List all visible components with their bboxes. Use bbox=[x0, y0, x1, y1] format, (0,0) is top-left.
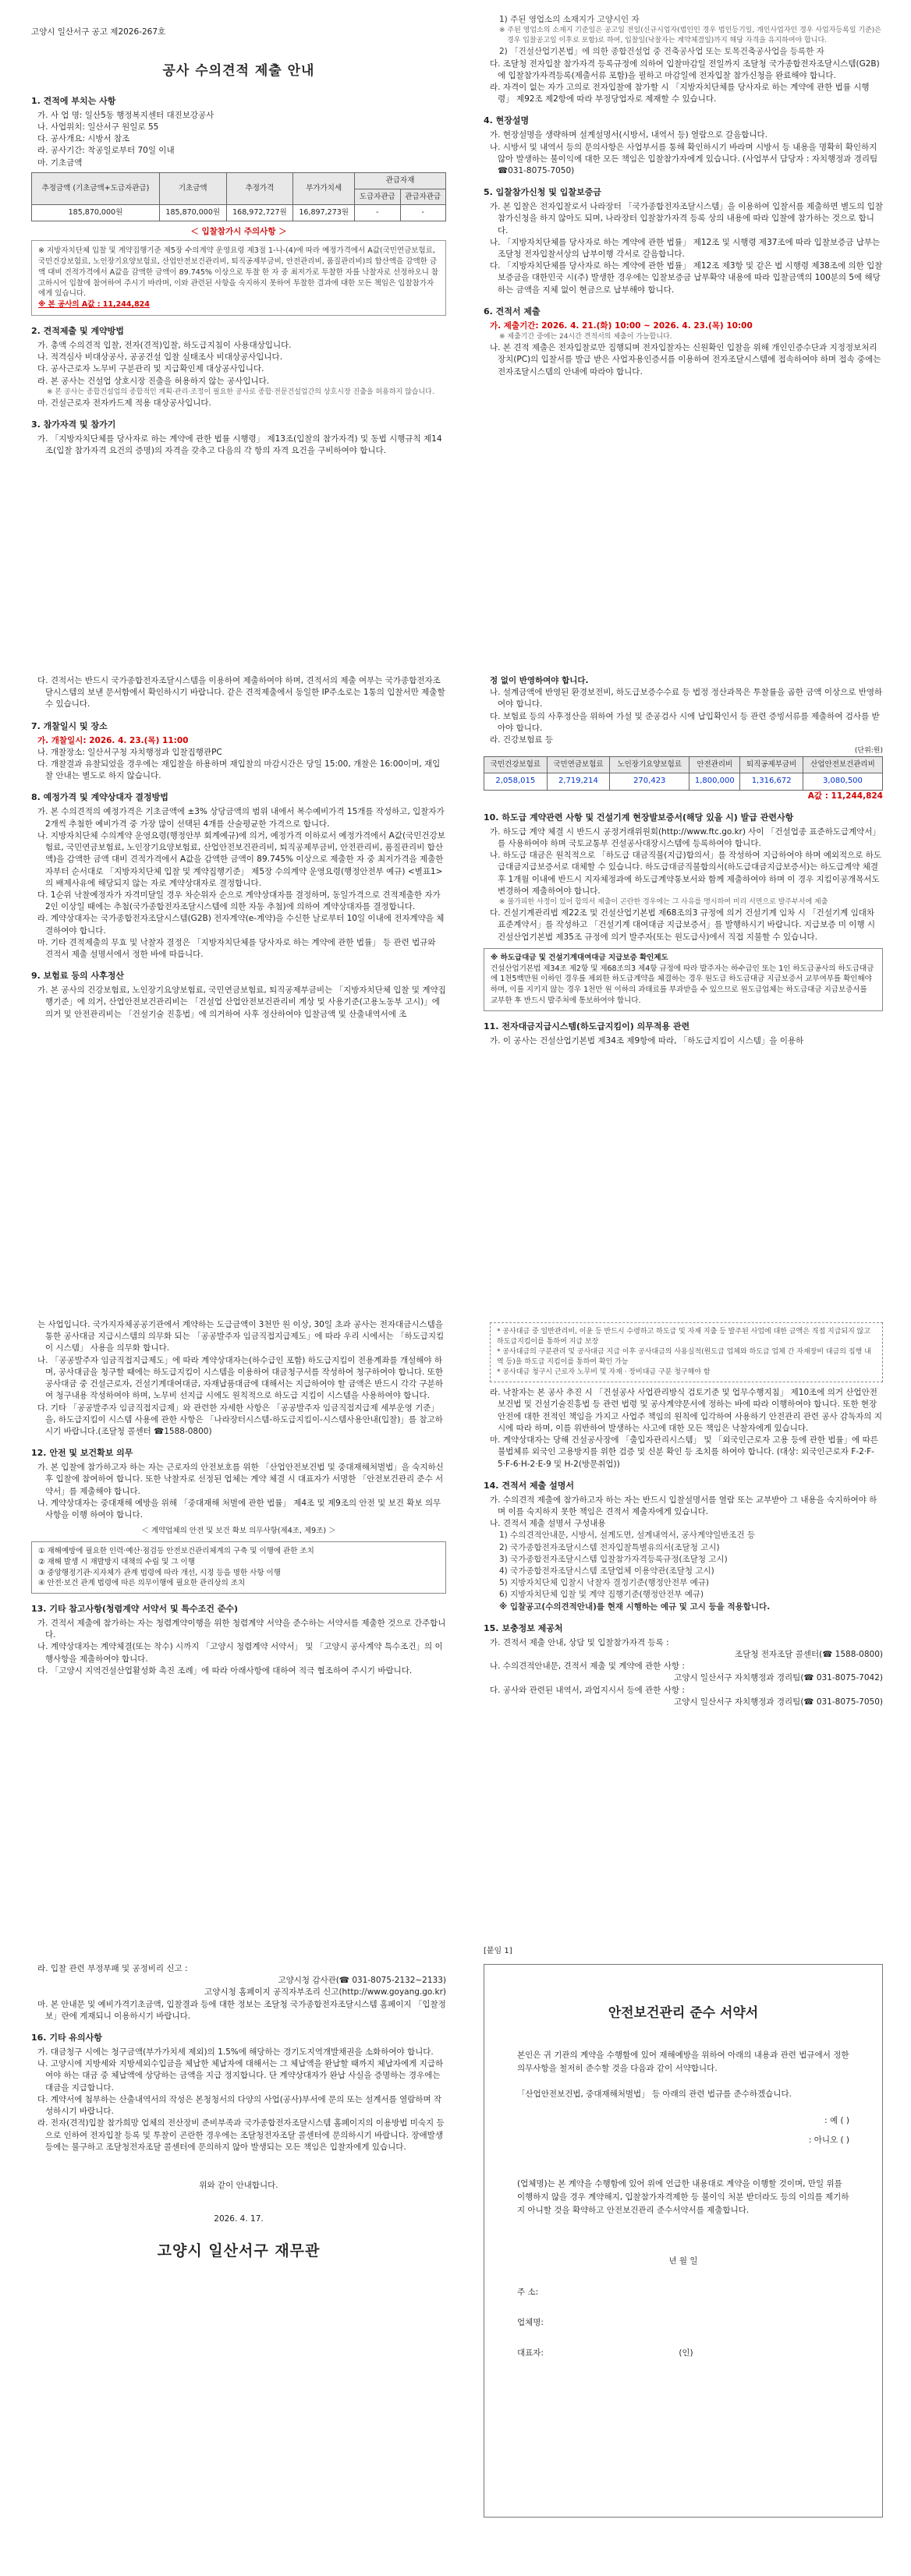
pledge-yes[interactable]: : 예 ( ) bbox=[824, 2115, 849, 2125]
s8-line: 다. 1순위 낙찰예정자가 자격미달일 경우 차순위자 순으로 계약상대자를 결정하며, 동일가격으로 견적제출한 자가 2인 이상일 때에는 추첨(국가종합전자조달시스템에 의한 자동 추첨)에 의하여 계약상대자를 결정합니다. bbox=[37, 890, 441, 912]
r15-contact: 고양시 일산서구 자치행정과 경리팀(☎ 031-8075-7042) bbox=[674, 1673, 883, 1683]
signoff: 고양시 일산서구 재무관 bbox=[157, 2242, 321, 2260]
pledge-title: 안전보건관리 준수 서약서 bbox=[608, 2005, 759, 2021]
guarantee-box bbox=[484, 948, 883, 1011]
r11-line: 가. 이 공사는 건설산업기본법 제34조 제9항에 따라, 「하도급지킴이 시스템」을 이용하 bbox=[490, 1035, 804, 1046]
page-3-right-column bbox=[484, 1319, 883, 1920]
guarantee-box-body: 건설산업기본법 제34조 제2항 및 제68조의3 제4항 규정에 따라 발주자는 하수급인 또는 1인 하도급공사의 하도급대금에 1천5백만원 이하인 경우를 제외한 하도급계약을 체결하는 경우 원도급 하도급대금 지급보증서 교부여부를 확인해야 하며, 이를 지키지 않는 경우 1천만 원 이하의 과태료를 부과받을 수 있으므로 원도급업체는 하도급대금 지급보증서를 교부한 후 반드시 발주처에 통보하여야 합니다. bbox=[491, 964, 874, 1005]
s8-line: 마. 기타 견적제출의 무효 및 낙찰자 결정은 「지방자치단체를 당사자로 하는 계약에 관한 법률」 등 관련 법규와 견적서 제출 설명서에서 정한 바에 따릅니다. bbox=[37, 937, 436, 960]
p4-line: 마. 본 안내문 및 예비가격기초금액, 입찰결과 등에 대한 정보는 조달청 국가종합전자조달시스템 홈페이지 「입찰정보」란에 게재되니 이용하시기 바랍니다. bbox=[37, 1999, 446, 2021]
pledge-body: 본인은 귀 기관의 계약을 수행함에 있어 재해예방을 위하여 아래의 내용과 관련 법규에서 정한 의무사항을 철저히 준수할 것을 다음과 같이 서약합니다. bbox=[517, 2051, 849, 2073]
r15-line: 다. 공사와 관련된 내역서, 과업지시서 등에 관한 사항 : bbox=[490, 1685, 685, 1695]
caution-box bbox=[31, 240, 446, 316]
s9-cont-line: 나. 「공공발주자 임금직접지급제도」에 따라 계약상대자는(하수급인 포함) 하도급지킴이 전용계좌를 개설해야 하며, 공사대금을 청구할 때에는 하도급지킴이 시스템을 이용하여 대금청구서를 작성하여 청구하여야 합니다. 또한 공사대금 중 건설근로자, 건설기계대여대금, 자재납품대금에 대해서는 지급하여야 할 금액은 반드시 각각 구분하여 청구내용 작성하여야 하며, 노무비 선지급 시에도 원칙적으로 하도급 지킴이 시스템을 사용하여야 합니다. bbox=[37, 1355, 443, 1401]
p4-contact: 고양시청 홈페이지 공직자부조리 신고(http://www.goyang.go.kr) bbox=[204, 1987, 446, 1997]
section-4-title: 4. 현장설명 bbox=[484, 115, 530, 126]
duty-item: ② 재해 발생 시 재발방지 대책의 수립 및 그 이행 bbox=[38, 1557, 195, 1566]
table-header: 안전관리비 bbox=[689, 757, 740, 773]
attachment-label: [붙임 1] bbox=[484, 1947, 512, 1955]
closing-text: 위와 같이 안내합니다. bbox=[199, 2181, 278, 2190]
guarantee-box-title: ※ 하도급대금 및 건설기계대여대금 지급보증 확인제도 bbox=[491, 953, 668, 962]
r6-line: 나. 본 견적 제출은 전자입찰로만 집행되며 전자입찰자는 신원확인 입찰을 위해 개인인증수단과 지정정보처리장치(PC)의 입찰서를 발급 받은 사업자용인증서를 이용하여 전자조달시스템에 접속하여야 하며 접속 중에는 전자조달시스템의 안내에 따라야 합니다. bbox=[490, 343, 881, 377]
pledge-body: (업체명)는 본 계약을 수행함에 있어 위에 언급한 내용대로 계약을 이행할 것이며, 만일 위를 이행하지 않을 경우 계약해지, 입찰참가자격제한 등 불이익 처분 받더라도 등의 이의를 제기하지 아니할 것을 확약하고 안전보건관리 준수서약서를 제출합니다. bbox=[517, 2178, 849, 2215]
s16-line: 다. 계약서에 첨부하는 산출내역서의 작성은 본청청서의 다양의 사업(공사)부서에 문의 또는 설계서를 열람하며 작성하시기 바랍니다. bbox=[37, 2094, 442, 2117]
s9-cont-line: 는 사업입니다. 국가지자체공공기관에서 계약하는 도급금액이 3천만 원 이상, 30일 초과 공사는 전자대금시스템을 통한 공사대금 지급시스템의 의무화 되는 「공공발주자 임금직접지급제도」에 따라 우리 시에서는 「하도급지킴이 시스템」 사용을 의무화 합니다. bbox=[37, 1320, 445, 1353]
r14-item: 6) 지방자치단체 입찰 및 계약 집행기준(행정안전부 예규) bbox=[499, 1590, 704, 1600]
page-2-right-column bbox=[484, 675, 883, 1276]
table-cell: 1,800,000 bbox=[689, 773, 740, 791]
section-8-title: 8. 예정가격 및 계약상대자 결정방법 bbox=[31, 792, 168, 803]
r1-line: 라. 자격이 없는 자가 고의로 전자입찰에 참가할 시 「지방자치단체를 당사자로 하는 계약에 관한 법률 시행령」 제92조 제2항에 따라 부정당업자로 제재할 수 있습니다. bbox=[490, 82, 870, 104]
s9-line: 가. 본 공사의 건강보험료, 노인장기요양보험료, 국민연금보험료, 퇴직공제부금비는 「지방자치단체 입찰 및 계약집행기준」에 의거, 산업안전보건관리비는 「건설업 산업안전보건관리비 계상 및 사용기준(고용노동부 고시)」에 의거 및 안전관리비는 「건설기술 진흥법」에 의거하여 사후 정산하여야 입찰금액 및 산출내역서에 조 bbox=[37, 985, 446, 1019]
s13-line: 나. 계약상대자는 계약체결(또는 착수) 시까지 「고양시 청렴계약 서약서」 및 「고양시 공사계약 특수조건」의 이행사항을 제출하여야 합니다. bbox=[37, 1642, 443, 1664]
r1-line: ※ 주된 영업소의 소재지 기준일은 공고일 전일(신규시업자(법인인 경우 법인등기일, 개인사업자인 경우 사업자등록일 기준)은 경우 입찰공고일 이후로 포함)로 하여, 입찰일(낙찰자는 계약체결일)까지 해당 자격을 유지하여야 합니다. bbox=[499, 27, 881, 45]
payment-note: * 공사대금 중 일반관리비, 이윤 등 반드시 수령하고 하도급 및 자재 지출 등 발주된 사업에 대한 금액은 직접 지급되지 않고 하도급지킴이를 통하여 지급 보장 bbox=[497, 1328, 871, 1346]
duty-item: ① 재해예방에 필요한 인력·예산·점검등 안전보건관리체계의 구축 및 이행에 관한 조치 bbox=[38, 1546, 314, 1555]
r5-line: 다. 「지방자치단체를 당사자로 하는 계약에 관한 법률」 제12조 제3항 및 같은 법 시행령 제38조에 의한 입찰보증금을 대한민국 시(주) 발생한 경우에는 입찰보증금 납부확약 내용에 따라 입찰금액의 100분의 5에 해당하는 금액을 지체 없이 현금으로 납부해야 합니다. bbox=[490, 261, 883, 295]
section-6-title: 6. 견적서 제출 bbox=[484, 306, 541, 317]
table-header: 관급자관급 bbox=[400, 189, 446, 205]
payment-note: * 공사대금의 구분관리 및 공사대금 지급 이후 공사대금의 사용실적(원도급 업체와 하도급 업체 간 자재장비 대금의 집행 내역 등)을 하도급 지킴이를 통하여 확인 가능 bbox=[497, 1348, 871, 1367]
section-1-title: 1. 견적에 부치는 사항 bbox=[31, 95, 116, 106]
page-2-left-column bbox=[31, 675, 446, 1276]
table-row bbox=[484, 773, 883, 791]
r14-item: 4) 국가종합전자조달시스템 조달업체 이용약관(조달청 고시) bbox=[499, 1566, 714, 1576]
r14-item: 5) 지방자치단체 입찰시 낙찰자 결정기준(행정안전부 예규) bbox=[499, 1578, 709, 1588]
page-1-left-column bbox=[31, 27, 446, 635]
duty-item: ④ 안전·보건 관계 법령에 따른 의무이행에 필요한 관리상의 조치 bbox=[38, 1579, 246, 1588]
submission-period: 가. 제출기간: 2026. 4. 21.(화) 10:00 ~ 2026. 4. 23.(목) 10:00 bbox=[490, 320, 753, 331]
s2-note: ※ 본 공사는 종합건설업의 종합적인 계획·관리·조정이 필요한 공사로 종합·전문건설업간의 상호시장 진출을 허용하지 않습니다. bbox=[47, 387, 434, 396]
duties-box-title: ＜ 계약업체의 안전 및 보건 확보 의무사항(제4조, 제9조) ＞ bbox=[141, 1527, 336, 1536]
section-9-title: 9. 보험료 등의 사후정산 bbox=[31, 971, 124, 982]
section-13-title: 13. 기타 참고사항(청렴계약 서약서 및 특수조건 준수) bbox=[31, 1604, 239, 1615]
s2-line: 나. 적격심사 비대상공사, 공공건설 입찰 실태조사 비대상공사입니다. bbox=[37, 352, 283, 363]
r4-line: 가. 현장설명을 생략하며 설계설명서(시방서, 내역서 등) 열람으로 갈음합니다. bbox=[490, 130, 768, 140]
address-field[interactable]: 주 소: bbox=[517, 2287, 539, 2297]
section-3-title: 3. 참가자격 및 참가기 bbox=[31, 419, 116, 430]
table-header: 관급자재 bbox=[355, 172, 446, 189]
s8-line: 나. 지방자치단체 수의계약 운영요령(행정안부 회계예규)에 의거, 예정가격 이하로서 예정가격에서 A값(국민건강보험료, 국민연금보험료, 노인장기요양보험료, 산업안전보건관리비, 퇴직공제부금비, 안전관리비, 품질관리비 합산액)을 감액한 금액 대비 견적가격에서 A값을 감액한 금액이 89.745% 이상으로 제출한 자 중 최저가격을 제출한 자부터 순서대로 「지방자치단체 입찰 및 계약집행기준」 제5장 수의계약 운영요령(행정안전부 예규) <별표1>의 배제사유에 해당되지 않는 자로 계약상대자로 결정합니다. bbox=[37, 830, 445, 888]
table-cell: 3,080,500 bbox=[803, 773, 882, 791]
s8-line: 라. 계약상대자는 국가종합전자조달시스템(G2B) 전자계약(e-계약)을 수신한 날로부터 10일 이내에 전자계약을 체결하여야 합니다. bbox=[37, 914, 445, 936]
s2-line: 다. 공사근로자 노무비 구분관리 및 지급확인제 대상공사입니다. bbox=[37, 364, 264, 374]
s13-line: 가. 견적서 제출에 참가하는 자는 청렴계약이행을 위한 청렴계약 서약을 준수하는 서약서를 제출한 것으로 간주합니다. bbox=[37, 1618, 446, 1640]
p4-contact: 고양시청 감사관(☎ 031-8075-2132~2133) bbox=[278, 1976, 446, 1986]
s2-line: 마. 건설근로자 전자카드제 적용 대상공사입니다. bbox=[37, 398, 211, 408]
page-3 bbox=[0, 1288, 911, 1932]
r14-item: 1) 수의견적안내문, 시방서, 설계도면, 설계내역서, 공사계약일반조건 등 bbox=[499, 1530, 756, 1541]
s1-line: 가. 사 업 명: 일산5동 행정복지센터 대진보강공사 bbox=[37, 110, 214, 120]
table-cell: 2,058,015 bbox=[484, 773, 548, 791]
table-header: 국민건강보험료 bbox=[484, 757, 548, 773]
table-header: 기초금액 bbox=[159, 172, 226, 205]
p4-line: 라. 입찰 관련 부정부패 및 공정비리 신고 : bbox=[37, 1964, 188, 1973]
r1-line: 다. 조달청 전자입찰 참가자격 등록규정에 의하여 입찰마감일 전일까지 조달청 국가종합전자조달시스템(G2B)에 입찰참가자격등록(제출서류 포함)을 필하고 마감일에 전자입찰 참가신청을 완료해야 합니다. bbox=[490, 58, 880, 80]
base-amount-table bbox=[31, 172, 446, 221]
table-cell: 185,870,000원 bbox=[32, 205, 160, 221]
a-total: A값 : 11,244,824 bbox=[807, 791, 883, 801]
page-2 bbox=[0, 644, 911, 1288]
table-cell: 185,870,000원 bbox=[159, 205, 226, 221]
s1-line: 마. 기초금액 bbox=[37, 157, 83, 168]
section-10-title: 10. 하도급 계약관련 사항 및 건설기계 현장발보증서(해당 있을 시) 발급 관련사항 bbox=[484, 812, 794, 823]
r6-cont-line: 다. 보험료 등의 사후정산을 위하여 가설 및 준공검사 시에 납입확인서 등 관련 증빙서류를 제출하여 검사를 받아야 합니다. bbox=[490, 711, 880, 733]
payment-note: * 공사대금 청구시 근로자 노무비 및 자재 · 장비대금 구분 청구해야 함 bbox=[497, 1368, 711, 1377]
representative-label: 대표자: bbox=[517, 2348, 544, 2358]
duty-item: ③ 중앙행정기관·지자체가 관계 법령에 따라 개선, 시정 등을 명한 사항 이행 bbox=[38, 1568, 281, 1577]
r14-note: ※ 입찰공고(수의견적안내)를 현재 시행하는 예규 및 고시 등을 적용합니다. bbox=[499, 1601, 771, 1612]
pledge-date[interactable]: 년 월 일 bbox=[668, 2256, 698, 2266]
table-header: 노인장기요양보험료 bbox=[610, 757, 689, 773]
s2-line: 가. 총액 수의견적 입찰, 전자(견적)입찰, 하도급지침이 사용대상입니다. bbox=[37, 340, 292, 350]
page-4-right-column bbox=[484, 1946, 883, 2570]
r5-line: 나. 「지방자치단체를 당사자로 하는 계약에 관한 법률」 제12조 및 시행령 제37조에 따라 입찰보증금 납부는 조달청 전자입찰서상의 납부이행 각서로 갈음합니다. bbox=[490, 237, 881, 260]
r10-line: ※ 불가피한 사정이 있어 합의서 제출이 곤란한 경우에는 그 사유를 명시하여 미리 서면으로 발주부서에 제출 bbox=[499, 898, 828, 907]
opening-date: 가. 개찰일시: 2026. 4. 23.(목) 11:00 bbox=[37, 735, 189, 745]
table-cell: 168,972,727원 bbox=[226, 205, 293, 221]
r11-cont-line: 라. 낙찰자는 본 공사 추진 시 「건설공사 사업관리방식 검토기준 및 업무수행지침」 제10조에 의거 산업안전 보건법 및 건설기술진흥법 등 관련 법령 및 공사계약문서에 정하는 바에 따라 이행하여야 합니다. 또한 현장안전에 대한 전적인 책임을 가지고 사업주 책임의 원칙에 입각하여 사용하기 안전관리 관련 공사 감독자의 지시에 따라 하며, 이를 위반하여 발생하는 사고에 대한 모든 책임은 낙찰자에게 있습니다. bbox=[490, 1388, 883, 1433]
page-4 bbox=[0, 1932, 911, 2576]
r10-line: 가. 하도급 계약 체결 시 반드시 공정거래위원회(http://www.ftc.go.kr) 사이 「건설업종 표준하도급계약서」를 사용하여야 하며 국토교통부 건설공사대장시스템에 등록하여야 합니다. bbox=[490, 826, 881, 848]
pledge-no[interactable]: : 아니오 ( ) bbox=[808, 2135, 849, 2145]
s12-line: 가. 본 입찰에 참가하고자 하는 자는 근로자의 안전보호를 위한 「산업안전보건법 및 중대재해처벌법」을 숙지하신 후 입찰에 참여하여 합니다. 또한 낙찰자로 선정된 업체는 계약 체결 시 대표자가 서명한 「안전보건관리 준수 서약서」를 제출해야 합니다. bbox=[37, 1463, 444, 1496]
representative-row[interactable] bbox=[517, 2348, 849, 2359]
r10-line: 다. 건설기계관리법 제22조 및 건설산업기본법 제68조의3 규정에 의거 건설기계 임차 시 「건설기계 임대차 표준계약서」를 작성하고 「건설기계 대여대금 지급보증서」를 발행하시기 바랍니다. 지급보증 미 이행 시 건설산업기본법 제35조 규정에 의거 발주자(또는 원도급사)에서 직접 지불할 수 있습니다. bbox=[490, 908, 876, 942]
table-header: 추정가격 bbox=[226, 172, 293, 205]
notice-number: 고양시 일산서구 공고 제2026-267호 bbox=[31, 27, 166, 37]
s16-line: 가. 대금청구 시에는 청구금액(부가가치세 제외)의 1.5%에 해당하는 경기도지역개발채권을 소화하여야 합니다. bbox=[37, 2047, 434, 2058]
r15-contact: 조달청 전자조달 콜센터(☎ 1588-0800) bbox=[735, 1650, 883, 1660]
section-16-title: 16. 기타 유의사항 bbox=[31, 2033, 102, 2043]
r14-line: 가. 수의견적 제출에 참가하고자 하는 자는 반드시 입찰설명서를 열람 또는 교부받아 그 내용을 숙지하여야 하며 이를 숙지하지 못한 책임은 견적서 제출자에게 있습니다. bbox=[490, 1495, 877, 1516]
page-1-right-column bbox=[484, 14, 883, 630]
r1-line: 1) 주된 영업소의 소재지가 고양시인 자 bbox=[499, 15, 640, 24]
section-12-title: 12. 안전 및 보건확보 의무 bbox=[31, 1448, 133, 1459]
r5-line: 가. 본 입찰은 전자입찰로서 나라장터 「국가종합전자조달시스템」을 이용하여 입찰서를 제출하면 별도의 입찰참가신청을 하지 않아도 되며, 나라장터 입찰참가자격 등록 상의 내용에 따라 입찰에 참가하는 것으로 합니다. bbox=[490, 202, 883, 235]
s12-line: 나. 계약상대자는 중대재해 예방을 위해 「중대재해 처벌에 관한 법률」 제4조 및 제9조의 안전 및 보건 확보 의무사항을 이행 하여야 합니다. bbox=[37, 1498, 441, 1520]
r6-line: ※ 제출기간 중에는 24시간 견적서의 제출이 가능합니다. bbox=[499, 333, 672, 341]
table-cell: - bbox=[400, 205, 446, 221]
caution-title: ＜ 입찰참가시 주의사항 ＞ bbox=[190, 227, 287, 237]
r14-item: 2) 국가종합전자조달시스템 전자입찰특별유의서(조달청 고시) bbox=[499, 1542, 720, 1552]
section-5-title: 5. 입찰참가신청 및 입찰보증금 bbox=[484, 187, 601, 198]
section-7-title: 7. 개찰일시 및 장소 bbox=[31, 720, 108, 731]
s3-line: 가. 「지방자치단체를 당사자로 하는 계약에 관한 법률 시행령」 제13조(입찰의 참가자격) 및 동법 시행규칙 제14조(입찰 참가자격 요건의 증명)의 자격을 갖추고 다음의 각 항의 자격 요건을 구비하여야 합니다. bbox=[37, 434, 442, 456]
company-field[interactable]: 업체명: bbox=[517, 2317, 544, 2327]
safety-pledge-form bbox=[484, 1964, 883, 2518]
table-header: 부가가치세 bbox=[293, 172, 355, 205]
document-title: 공사 수의견적 제출 안내 bbox=[162, 63, 315, 80]
r1-line: 2) 「건설산업기본법」에 의한 종합건설업 중 건축공사업 또는 토목건축공사업을 등록한 자 bbox=[499, 47, 824, 57]
section-14-title: 14. 견적서 제출 설명서 bbox=[484, 1480, 574, 1491]
pledge-body: 「산업안전보건법, 중대재해처벌법」 등 아래의 관련 법규를 준수하겠습니다. bbox=[517, 2089, 792, 2099]
insurance-table bbox=[484, 756, 883, 790]
duties-box bbox=[31, 1541, 446, 1594]
table-cell: 16,897,273원 bbox=[293, 205, 355, 221]
page-1 bbox=[0, 0, 911, 644]
table-header: 도급자관급 bbox=[355, 189, 400, 205]
s16-line: 라. 전자(견적)입찰 참가희망 업체의 전산장비 준비부족과 국가종합전자조달시스템 홈페이지의 이용방법 미숙지 등으로 인하여 전자입찰 등록 및 투찰이 곤란한 경우에는 조달청전자조달 콜센터에 문의하시기 바랍니다. 장애발생 등에는 불구하고 조달청전자조달 콜센터에 문의하지 않아 발생되는 모든 책임은 입찰자에게 있습니다. bbox=[37, 2118, 445, 2152]
r11-cont-line: 마. 계약상대자는 당해 건설공사장에 「출입자관리시스템」 및 「외국인근로자 고용 등에 관한 법률」에 따른 불법체류 외국인 고용방지를 위한 검증 및 신분 확인 등 조치를 하여야 합니다. (대상: 외국인근로자 F-2·F-5·F-6·H-2·E-9 및 H-2(방문취업)) bbox=[490, 1435, 878, 1469]
section-2-title: 2. 견적제출 및 계약방법 bbox=[31, 326, 124, 336]
s7-line: 나. 개찰장소: 일산서구청 자치행정과 입찰집행관PC bbox=[37, 747, 222, 757]
table-header: 산업안전보건관리비 bbox=[803, 757, 882, 773]
page-4-left-column bbox=[31, 1963, 446, 2564]
s1-line: 나. 사업위치: 일산서구 원일로 55 bbox=[37, 122, 159, 133]
r15-contact: 고양시 일산서구 자치행정과 경리팀(☎ 031-8075-7050) bbox=[674, 1697, 883, 1707]
s9-cont-line: 다. 기타 「공공발주자 임금직접지급제」와 관련한 자세한 사항은 「공공발주자 임금직접지급제 세부운영 기준」을, 하도급지킴이 시스템 사용에 관한 사항은 「나라장터시스템-하도급지킴이-시스템사용안내(입찰)」를 참고하시기 바랍니다.(조달청 콜센터 ☎1588-0800) bbox=[37, 1403, 443, 1436]
r6-cont-line: 정 없이 반영하여야 합니다. bbox=[490, 676, 589, 685]
table-cell: 2,719,214 bbox=[547, 773, 610, 791]
r15-line: 나. 수의견적안내문, 견적서 제출 및 계약에 관한 사항 : bbox=[490, 1661, 685, 1672]
section-11-title: 11. 전자대금지급시스템(하도급지킴이) 의무적용 관련 bbox=[484, 1021, 690, 1031]
s16-line: 나. 고양시에 지방세와 지방세외수입금을 체납한 체납자에 대해서는 그 체납액을 완납할 때까지 체납자에게 지급하여야 하는 대금 중 체납액에 상당하는 금액을 지급 정지합니다. 단 계약상대자가 완납 사실을 증명하는 경우에는 대금을 지급합니다. bbox=[37, 2059, 444, 2093]
table-cell: 270,423 bbox=[610, 773, 689, 791]
s1-line: 라. 공사기간: 착공일로부터 70일 이내 bbox=[37, 146, 175, 156]
section-15-title: 15. 보충정보 제공처 bbox=[484, 1622, 563, 1633]
r14-item: 3) 국가종합전자조달시스템 입찰참가자격등록규정(조달청 고시) bbox=[499, 1554, 728, 1564]
seal-label: (인) bbox=[679, 2348, 693, 2358]
a-value: ※ 본 공사의 A값 : 11,244,824 bbox=[38, 300, 150, 310]
s8-line: 가. 본 수의견적의 예정가격은 기초금액에 ±3% 상당금액의 범위 내에서 복수예비가격 15개를 작성하고, 입찰자가 2개씩 추첨한 예비가격 중 가장 많이 선택된 4개를 산술평균한 가격으로 합니다. bbox=[37, 807, 445, 829]
caution-body: ※ 지방자치단체 입찰 및 계약집행기준 제5장 수의계약 운영요령 제3절 1-나-(4)에 따라 예정가격에서 A값(국민연금보험료, 국민건강보험료, 노인장기요양보험료, 산업안전보건관리비, 퇴직공제부금비, 안전관리비, 품질관리비)의 합산액을 감액한 금액 대비 견적가격에서 A값을 감액한 금액이 89.745% 이상으로 투찰 한 자 중 최저가로 투찰한 자를 낙찰자로 선정하오니 참고하시어 입찰에 참여하여 주시기 바라며, 이와 관련된 사항을 숙지하지 못하여 투찰한 결과에 대한 모든 책임은 입찰참가자에게 있습니다. bbox=[38, 246, 439, 299]
r14-line: 나. 견적서 제출 설명서 구성내용 bbox=[490, 1519, 606, 1529]
s1-line: 다. 공사개요: 시방서 참조 bbox=[37, 134, 130, 144]
s3-cont-line: 다. 견적서는 반드시 국가종합전자조달시스템을 이용하여 제출하여야 하며, 견적서의 제출 여부는 국가종합전자조달시스템의 보낸 문서함에서 확인하시기 바랍니다. 같은 견적제출에서 동일한 IP주소로는 1통의 입찰서만 제출할 수 있습니다. bbox=[37, 676, 445, 709]
table-cell: 1,316,672 bbox=[740, 773, 803, 791]
unit-label: (단위:원) bbox=[854, 747, 883, 755]
s13-line: 다. 「고양시 지역건설산업활성화 촉진 조례」에 따라 아래사항에 대하여 적극 협조하여 주시기 바랍니다. bbox=[37, 1665, 413, 1675]
r6-cont-line: 라. 건강보험료 등 bbox=[490, 735, 554, 745]
table-header: 추정금액 (기초금액+도급자관급) bbox=[32, 172, 160, 205]
page-3-left-column bbox=[31, 1319, 446, 1920]
r10-line: 나. 하도급 대금은 원칙적으로 「하도급 대금직불(지급)합의서」를 작성하여 지급하여야 하며 예외적으로 하도급대금지급보증서로 대체할 수 있습니다. 하도급대금직불합의서(하도급대금지급보증서)는 하도급계약 체결 후 1개월 이내에 반드시 지자체정과에 하도급계약통보서와 함께 제출하여야 하며 이 경우 지킴이공개목서도 변경하여 제출하여야 합니다. bbox=[490, 851, 882, 896]
r15-line: 가. 견적서 제출 안내, 상담 및 입찰참가자격 등록 : bbox=[490, 1637, 669, 1647]
s7-line: 다. 개찰결과 유찰되었을 경우에는 재입찰을 하용하며 재입찰의 마감시간은 당일 15:00, 개찰은 16:00이며, 재입찰 안내는 별도로 하지 않습니다. bbox=[37, 759, 441, 781]
table-header: 국민연금보험료 bbox=[547, 757, 610, 773]
r6-cont-line: 나. 설계금액에 반영된 환경보전비, 하도급보증수수료 등 법정 정산과목은 투찰률을 곱한 금액 이상으로 반영하여야 합니다. bbox=[490, 688, 883, 709]
notice-date: 2026. 4. 17. bbox=[214, 2214, 264, 2224]
table-row bbox=[32, 205, 446, 221]
table-header: 퇴직공제부금비 bbox=[740, 757, 803, 773]
payment-notes-box bbox=[490, 1322, 883, 1382]
table-cell: - bbox=[355, 205, 400, 221]
r4-line: 나. 시방서 및 내역서 등의 문의사항은 사업부서를 통해 확인하시기 바라며 시방서 등 내용을 명확히 확인하지 않아 발생하는 불이익에 대한 모든 책임은 입찰참가자에게 있습니다. (사업부서 담당자 : 자치행정과 경리팀 ☎031-8075-7050) bbox=[490, 142, 878, 175]
s2-line: 라. 본 공사는 건설업 상호시장 진출을 허용하지 않는 공사입니다. bbox=[37, 376, 270, 386]
